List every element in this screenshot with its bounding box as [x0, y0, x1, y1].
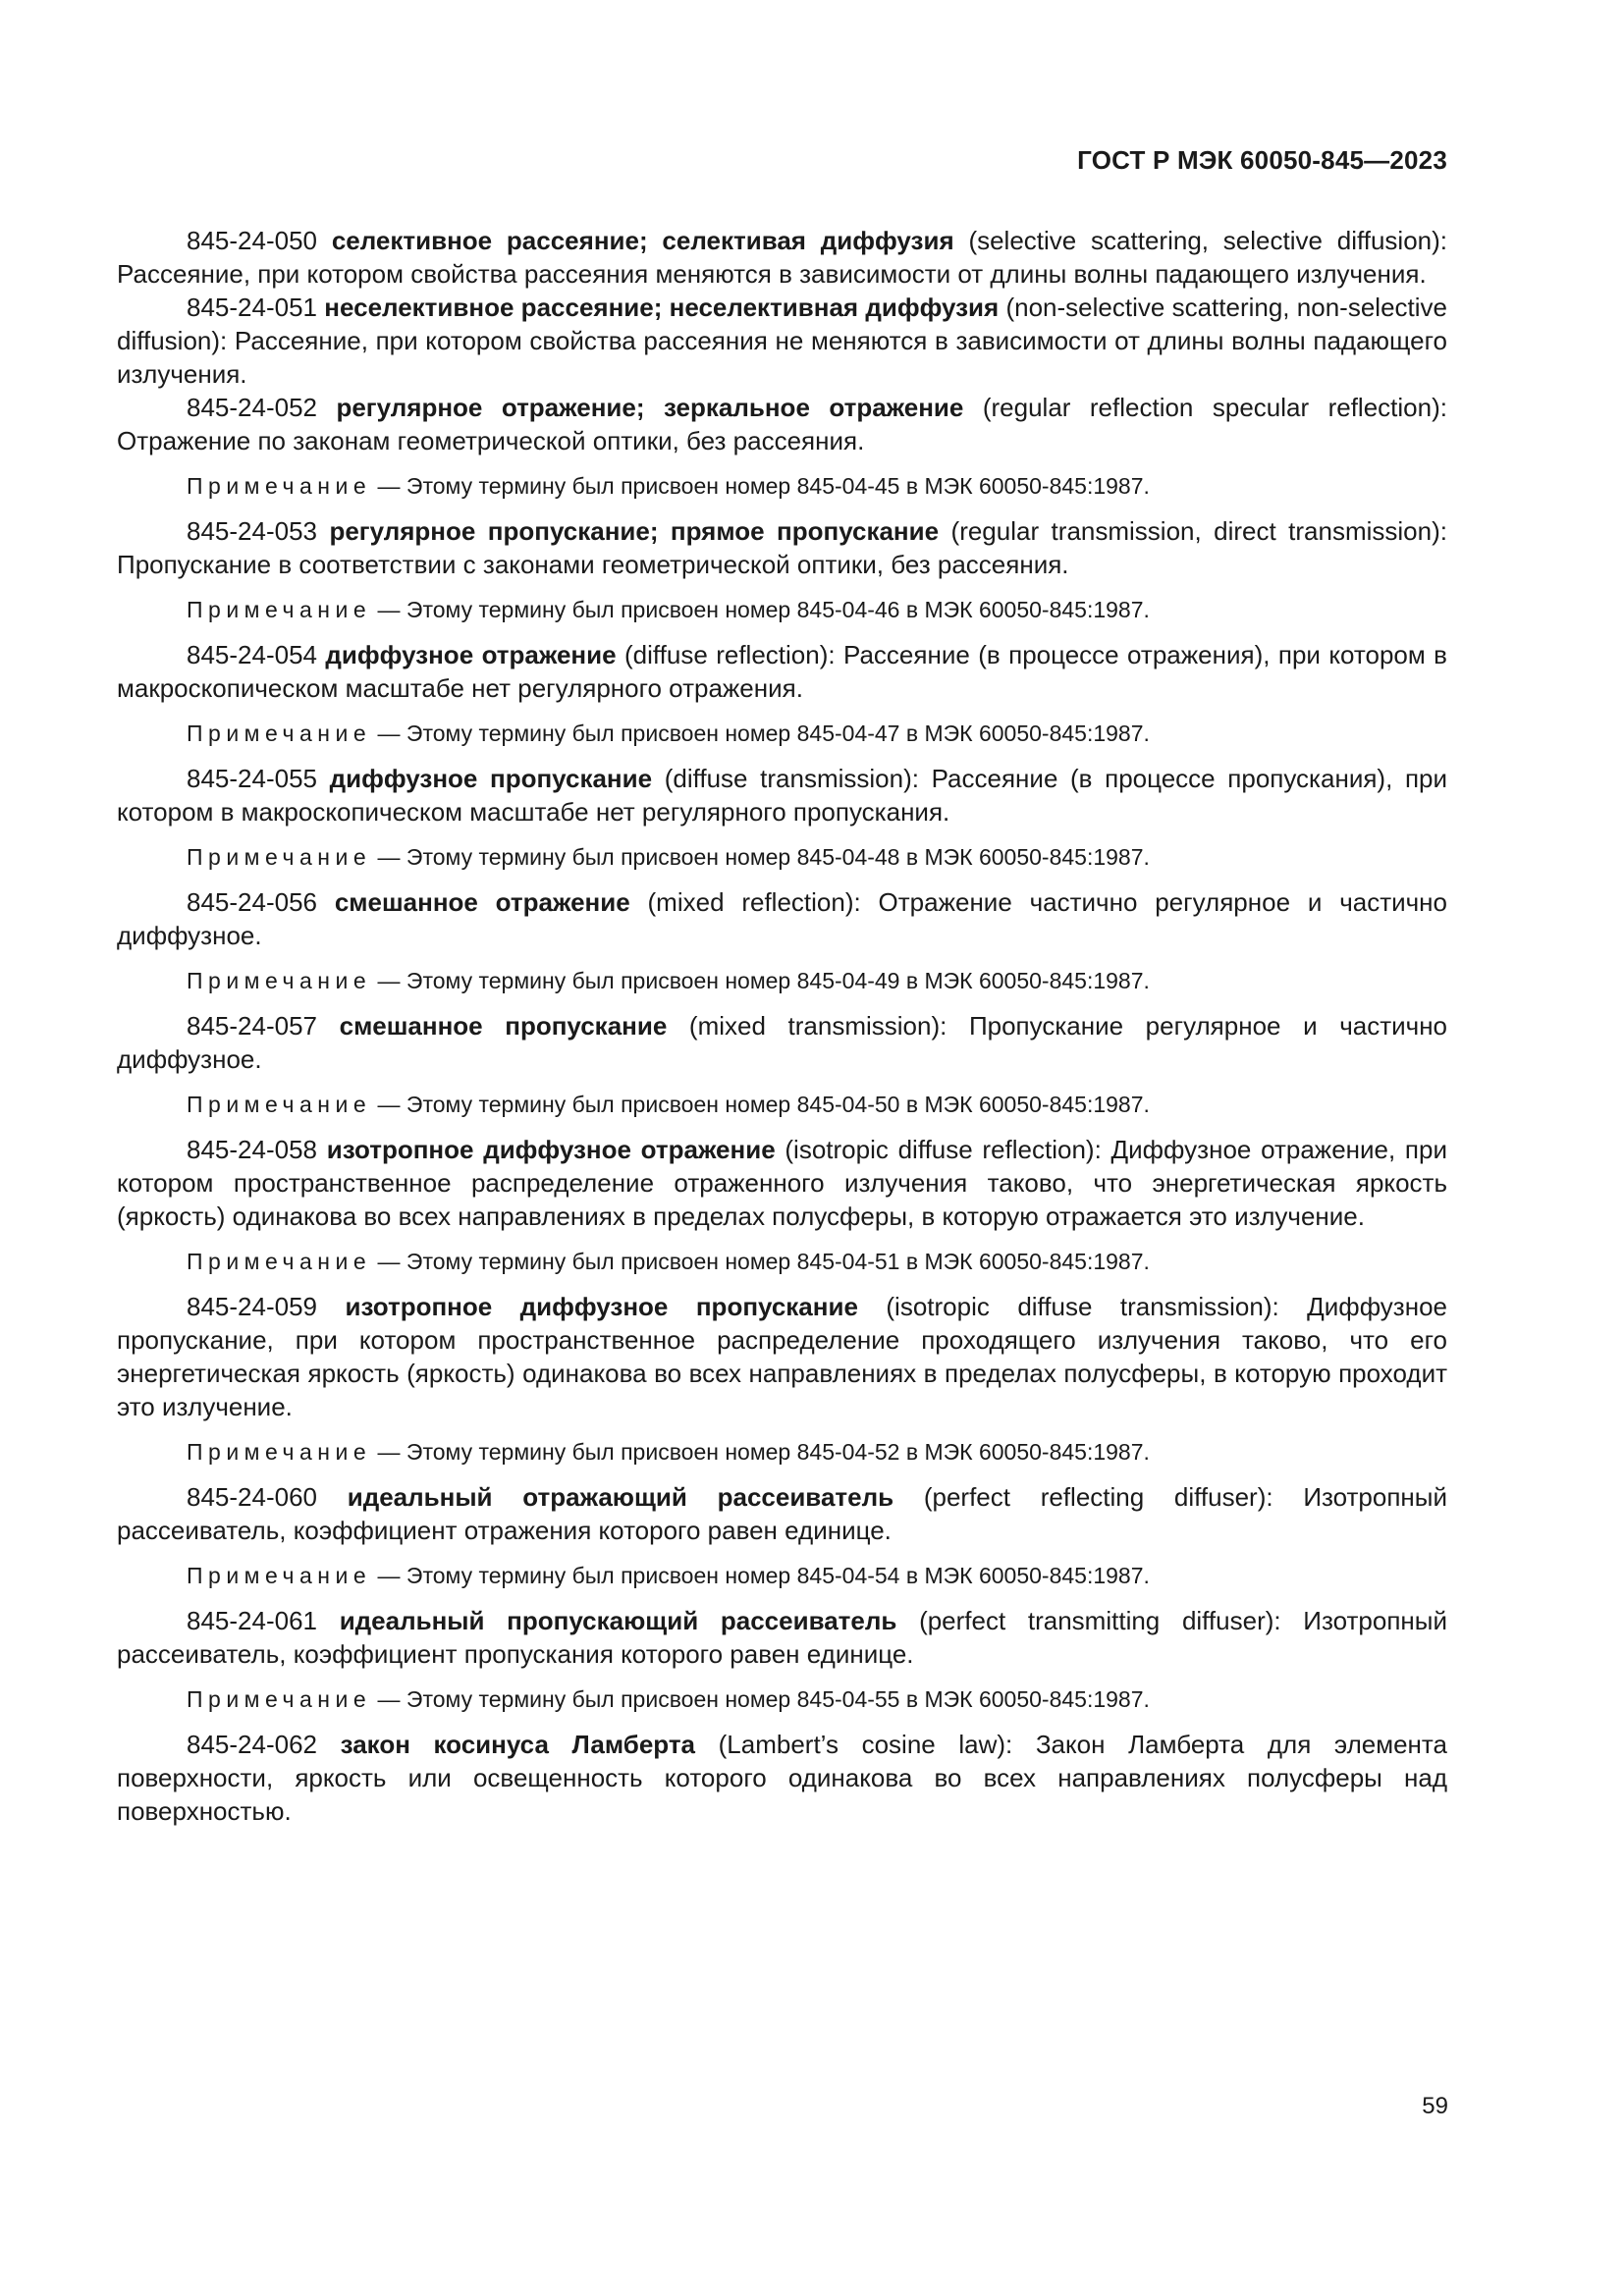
term-number: 845-24-057	[187, 1011, 317, 1041]
term-entry-053	[117, 514, 1447, 581]
term-name: диффузное отражение	[325, 640, 617, 669]
note-label: Примечание	[187, 1092, 372, 1117]
term-definition: (regular transmission, direct transmission): Пропускание в соответствии с законами геометрической оптики, без рассеяния.	[117, 516, 1447, 579]
term-definition: (diffuse transmission): Рассеяние (в процессе пропускания), при котором в макроскопическом масштабе нет регулярного пропускания.	[117, 764, 1448, 827]
term-name: изотропное диффузное пропускание	[345, 1292, 858, 1321]
term-number: 845-24-053	[187, 516, 317, 546]
note-text: — Этому термину был присвоен номер 845-04-54 в МЭК 60050-845:1987.	[377, 1563, 1150, 1588]
term-number: 845-24-058	[187, 1135, 317, 1164]
term-entry-055	[117, 762, 1447, 828]
document-body	[117, 224, 1447, 1828]
term-number: 845-24-062	[187, 1730, 317, 1759]
term-name: диффузное пропускание	[329, 764, 653, 793]
term-entry-061	[117, 1604, 1447, 1671]
page-header-standard-id: ГОСТ Р МЭК 60050-845—2023	[1077, 145, 1447, 175]
note-text: — Этому термину был присвоен номер 845-04-50 в МЭК 60050-845:1987.	[377, 1092, 1150, 1117]
term-name: идеальный отражающий рассеиватель	[347, 1482, 894, 1512]
term-number: 845-24-052	[187, 393, 317, 422]
term-number: 845-24-055	[187, 764, 317, 793]
term-name: неселективное рассеяние; неселективная диффузия	[324, 293, 1000, 322]
term-definition: (isotropic diffuse reflection): Диффузное отражение, при котором пространственное распределение отраженного излучения таково, что энергетическая яркость (яркость) одинакова во всех направлениях в пределах полусферы, в которую отражается это излучение.	[117, 1135, 1447, 1231]
term-definition: (diffuse reflection): Рассеяние (в процессе отражения), при котором в макроскопическом масштабе нет регулярного отражения.	[117, 640, 1447, 703]
term-entry-054	[117, 638, 1447, 705]
note-label: Примечание	[187, 597, 372, 622]
term-definition: (perfect reflecting diffuser): Изотропный рассеиватель, коэффициент отражения которого равен единице.	[117, 1482, 1448, 1545]
term-note-055	[117, 842, 1447, 872]
note-label: Примечание	[187, 1439, 372, 1465]
note-label: Примечание	[187, 844, 372, 870]
note-text: — Этому термину был присвоен номер 845-04-55 в МЭК 60050-845:1987.	[377, 1686, 1150, 1712]
term-note-053	[117, 595, 1447, 624]
term-number: 845-24-054	[187, 640, 317, 669]
term-definition: (Lambert’s cosine law): Закон Ламберта для элемента поверхности, яркость или освещенность которого одинакова во всех направлениях полусферы над поверхностью.	[117, 1730, 1447, 1826]
note-text: — Этому термину был присвоен номер 845-04-51 в МЭК 60050-845:1987.	[377, 1249, 1150, 1274]
term-note-056	[117, 966, 1447, 995]
term-definition: (mixed reflection): Отражение частично регулярное и частично диффузное.	[117, 887, 1447, 950]
term-note-061	[117, 1684, 1447, 1714]
term-name: идеальный пропускающий рассеиватель	[339, 1606, 897, 1635]
page-number: 59	[1422, 2093, 1448, 2119]
term-note-058	[117, 1247, 1447, 1276]
note-label: Примечание	[187, 473, 372, 499]
term-entry-062	[117, 1728, 1447, 1828]
note-label: Примечание	[187, 1686, 372, 1712]
term-name: закон косинуса Ламберта	[340, 1730, 696, 1759]
term-definition: (selective scattering, selective diffusion): Рассеяние, при котором свойства рассеяния меняются в зависимости от длины волны падающего излучения.	[117, 226, 1448, 289]
term-note-059	[117, 1437, 1447, 1467]
term-name: изотропное диффузное отражение	[326, 1135, 776, 1164]
note-text: — Этому термину был присвоен номер 845-04-48 в МЭК 60050-845:1987.	[377, 844, 1150, 870]
term-note-057	[117, 1090, 1447, 1119]
term-name: смешанное отражение	[334, 887, 630, 917]
note-label: Примечание	[187, 721, 372, 746]
note-text: — Этому термину был присвоен номер 845-04-45 в МЭК 60050-845:1987.	[377, 473, 1150, 499]
term-entry-058	[117, 1133, 1447, 1233]
note-text: — Этому термину был присвоен номер 845-04-47 в МЭК 60050-845:1987.	[377, 721, 1150, 746]
term-entry-059	[117, 1290, 1447, 1423]
term-entry-057	[117, 1009, 1447, 1076]
term-number: 845-24-051	[187, 293, 317, 322]
note-text: — Этому термину был присвоен номер 845-04-52 в МЭК 60050-845:1987.	[377, 1439, 1150, 1465]
term-definition: (regular reflection specular reflection): Отражение по законам геометрической оптики, без рассеяния.	[117, 393, 1447, 455]
term-definition: (non-selective scattering, non-selective diffusion): Рассеяние, при котором свойства рассеяния не меняются в зависимости от длины волны падающего излучения.	[117, 293, 1447, 389]
term-entry-060	[117, 1480, 1447, 1547]
term-definition: (mixed transmission): Пропускание регулярное и частично диффузное.	[117, 1011, 1448, 1074]
term-note-052	[117, 471, 1447, 501]
term-name: селективное рассеяние; селективая диффузия	[331, 226, 954, 255]
term-note-054	[117, 719, 1447, 748]
note-text: — Этому термину был присвоен номер 845-04-49 в МЭК 60050-845:1987.	[377, 968, 1150, 993]
term-note-060	[117, 1561, 1447, 1590]
term-name: регулярное пропускание; прямое пропускание	[329, 516, 940, 546]
note-text: — Этому термину был присвоен номер 845-04-46 в МЭК 60050-845:1987.	[377, 597, 1150, 622]
term-name: смешанное пропускание	[339, 1011, 668, 1041]
term-definition: (isotropic diffuse transmission): Диффузное пропускание, при котором пространственное распределение проходящего излучения таково, что его энергетическая яркость (яркость) одинакова во всех направлениях в пределах полусферы, в которую проходит это излучение.	[117, 1292, 1448, 1421]
term-entry-050	[117, 224, 1447, 291]
term-entry-052	[117, 391, 1447, 457]
note-label: Примечание	[187, 1563, 372, 1588]
term-number: 845-24-060	[187, 1482, 317, 1512]
term-entry-056	[117, 885, 1447, 952]
term-number: 845-24-050	[187, 226, 317, 255]
term-entry-051	[117, 291, 1447, 391]
note-label: Примечание	[187, 1249, 372, 1274]
term-number: 845-24-059	[187, 1292, 317, 1321]
term-number: 845-24-056	[187, 887, 317, 917]
term-definition: (perfect transmitting diffuser): Изотропный рассеиватель, коэффициент пропускания которого равен единице.	[117, 1606, 1447, 1669]
term-name: регулярное отражение; зеркальное отражение	[336, 393, 964, 422]
term-number: 845-24-061	[187, 1606, 317, 1635]
note-label: Примечание	[187, 968, 372, 993]
